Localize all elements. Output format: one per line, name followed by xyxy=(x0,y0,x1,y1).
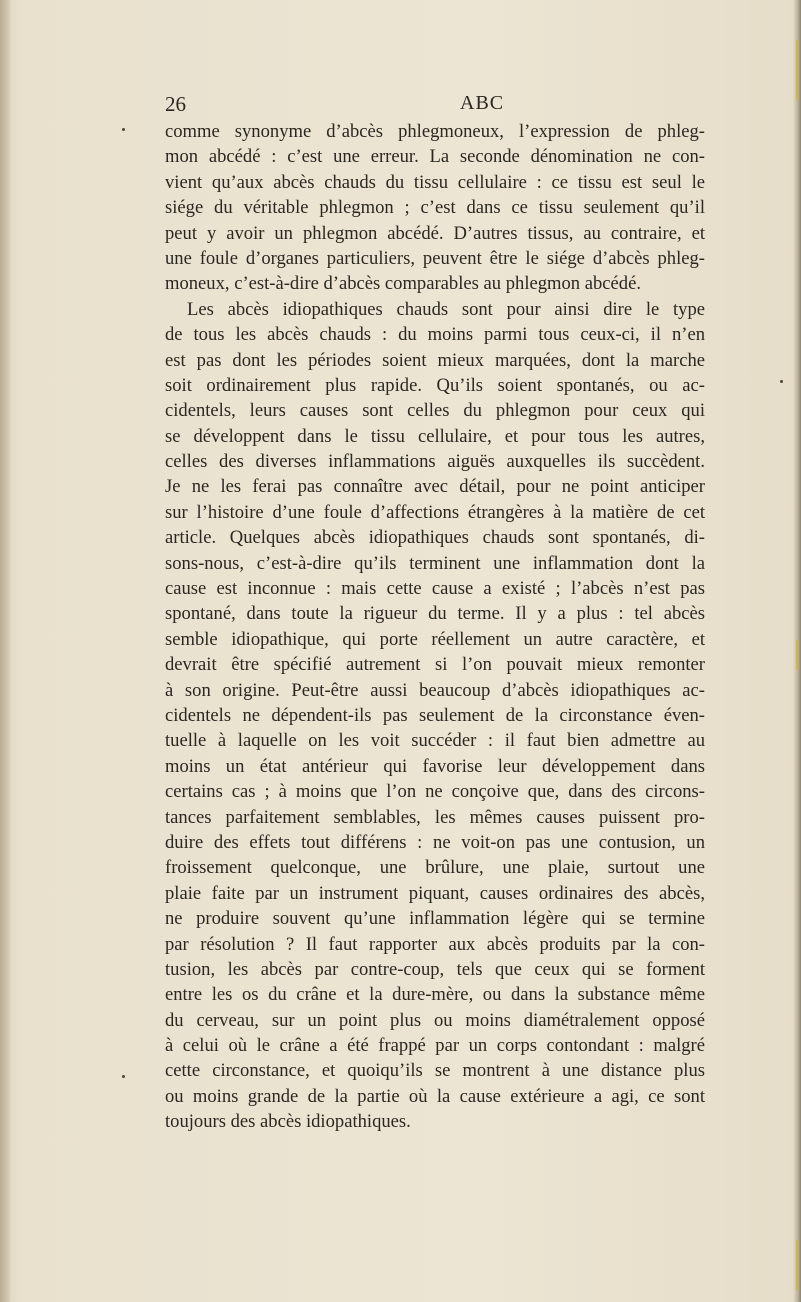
text-line: à son origine. Peut-être aussi beaucoup d’abcès idiopathiques ac- xyxy=(165,679,705,701)
book-spine-shadow xyxy=(0,0,10,1302)
text-line: ne produire souvent qu’une inflammation légère qui se termine xyxy=(165,908,705,930)
text-line: mon abcédé : c’est une erreur. La seconde dénomination ne con- xyxy=(165,146,705,168)
page-edge-stain xyxy=(796,1240,799,1290)
text-line: spontané, dans toute la rigueur du terme. Il y a plus : tel abcès xyxy=(165,603,705,625)
text-line: certains cas ; à moins que l’on ne conçoive que, dans des circons- xyxy=(165,781,705,803)
text-line: cause est inconnue : mais cette cause a existé ; l’abcès n’est pas xyxy=(165,578,705,600)
page-number: 26 xyxy=(165,92,186,116)
text-line: toujours des abcès idiopathiques. xyxy=(165,1111,411,1133)
body-text xyxy=(165,119,705,1135)
text-line: cidentels ne dépendent-ils pas seulement de la circonstance éven- xyxy=(165,704,705,726)
text-line: moins un état antérieur qui favorise leur développement dans xyxy=(165,755,705,777)
page-edge-right xyxy=(793,0,801,1302)
text-line: sons-nous, c’est-à-dire qu’ils terminent une inflammation dont la xyxy=(165,552,705,574)
margin-speck xyxy=(122,1075,125,1078)
text-line: plaie faite par un instrument piquant, causes ordinaires des abcès, xyxy=(165,882,705,904)
text-line: tances parfaitement semblables, les mêmes causes puissent pro- xyxy=(165,806,705,828)
text-line: vient qu’aux abcès chauds du tissu cellulaire : ce tissu est seul le xyxy=(165,171,705,193)
text-line: froissement quelconque, une brûlure, une plaie, surtout une xyxy=(165,857,705,879)
text-line: sur l’histoire d’une foule d’affections étrangères à la matière de cet xyxy=(165,501,705,523)
text-line: Les abcès idiopathiques chauds sont pour ainsi dire le type xyxy=(187,298,705,320)
text-line: cidentels, leurs causes sont celles du phlegmon pour ceux qui xyxy=(165,400,705,422)
text-line: entre les os du crâne et la dure-mère, ou dans la substance même xyxy=(165,984,705,1006)
text-line: une foule d’organes particuliers, peuvent être le siége d’abcès phleg- xyxy=(165,247,705,269)
text-line: de tous les abcès chauds : du moins parmi tous ceux-ci, il n’en xyxy=(165,324,705,346)
text-line: à celui où le crâne a été frappé par un corps contondant : malgré xyxy=(165,1035,705,1057)
text-line: devrait être spécifié autrement si l’on pouvait mieux remonter xyxy=(165,654,705,676)
margin-speck xyxy=(122,128,125,131)
page-edge-stain xyxy=(796,640,799,670)
text-line: peut y avoir un phlegmon abcédé. D’autres tissus, au contraire, et xyxy=(165,222,705,244)
text-line: ou moins grande de la partie où la cause extérieure a agi, ce sont xyxy=(165,1085,705,1107)
text-line: est pas dont les périodes soient mieux marquées, dont la marche xyxy=(165,349,705,371)
text-line: soit ordinairement plus rapide. Qu’ils soient spontanés, ou ac- xyxy=(165,374,705,396)
text-line: article. Quelques abcès idiopathiques chauds sont spontanés, di- xyxy=(165,527,705,549)
text-line: duire des effets tout différens : ne voit-on pas une contusion, un xyxy=(165,831,705,853)
text-line: celles des diverses inflammations aiguës auxquelles ils succèdent. xyxy=(165,451,705,473)
page-edge-stain xyxy=(796,40,799,100)
text-line: moneux, c’est-à-dire d’abcès comparables au phlegmon abcédé. xyxy=(165,273,641,295)
text-line: du cerveau, sur un point plus ou moins diamétralement opposé xyxy=(165,1009,705,1031)
text-line: semble idiopathique, qui porte réellement un autre caractère, et xyxy=(165,628,705,650)
text-line: par résolution ? Il faut rapporter aux abcès produits par la con- xyxy=(165,933,705,955)
text-line: Je ne les ferai pas connaître avec détail, pour ne point anticiper xyxy=(165,476,705,498)
text-line: comme synonyme d’abcès phlegmoneux, l’expression de phleg- xyxy=(165,121,705,142)
text-line: tusion, les abcès par contre-coup, tels que ceux qui se forment xyxy=(165,958,705,980)
running-head xyxy=(165,92,705,116)
running-title: ABC xyxy=(460,92,505,114)
text-line: siége du véritable phlegmon ; c’est dans ce tissu seulement qu’il xyxy=(165,197,705,219)
text-line: tuelle à laquelle on les voit succéder : il faut bien admettre au xyxy=(165,730,705,752)
text-line: se développent dans le tissu cellulaire, et pour tous les autres, xyxy=(165,425,705,447)
text-line: cette circonstance, et quoiqu’ils se montrent à une distance plus xyxy=(165,1060,705,1082)
margin-speck xyxy=(780,380,783,383)
